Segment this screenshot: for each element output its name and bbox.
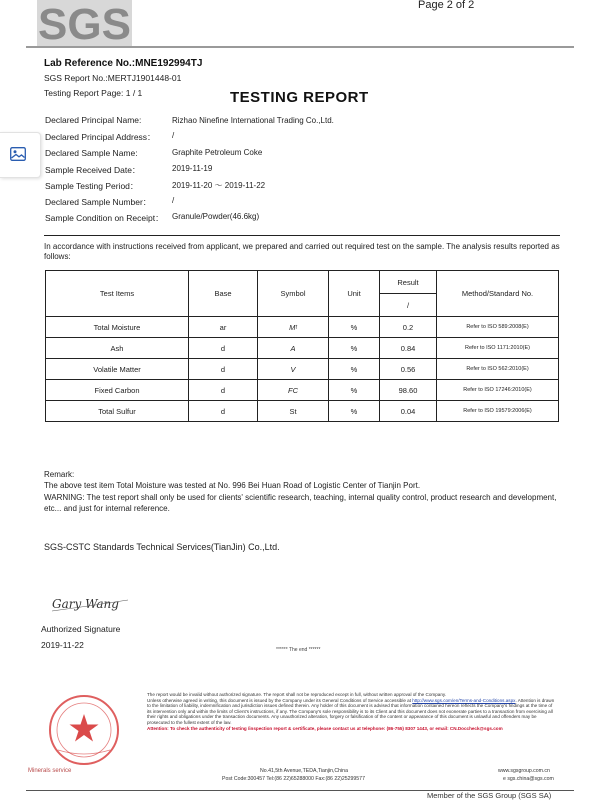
terms-link[interactable]: http://www.sgs.com/en/Terms-and-Conditions.aspx <box>412 697 516 703</box>
sgs-member-note: Member of the SGS Group (SGS SA) <box>427 791 552 800</box>
table-header-row <box>46 271 559 294</box>
cell-base: d <box>189 359 258 380</box>
declared-sample-name-label: Declared Sample Name: <box>45 148 138 158</box>
declared-sample-name-value: Graphite Petroleum Coke <box>172 148 263 157</box>
declared-principal-address-label: Declared Principal Address： <box>45 132 156 142</box>
footer-attention: Attention: To check the authenticity of testing /inspection report & certificate, please contact us at telephone: (86-755) 8307 1443, or email: CN.Doccheck@sgs.com <box>147 725 503 731</box>
testing-report-page: Testing Report Page: 1 / 1 <box>44 88 143 98</box>
declared-principal-address-value: / <box>172 131 175 140</box>
footer-postcode: Post Code:300457 Tel:(86 22)65288000 Fax:(86 22)25299577 <box>222 776 365 782</box>
sgs-report-no: SGS Report No.:MERTJ1901448-01 <box>44 73 182 83</box>
header-test-items: Test Items <box>46 271 189 317</box>
sample-testing-period-value: 2019-11-20 ～ 2019-11-22 <box>172 181 266 190</box>
signature-handwriting: Gary Wang <box>52 597 119 611</box>
sgs-logo-text: SGS <box>38 0 131 46</box>
cell-result: 98.60 <box>380 380 437 401</box>
sample-received-date-label: Sample Received Date： <box>45 165 141 175</box>
lab-reference: Lab Reference No.:MNE192994TJ <box>44 58 203 69</box>
header-divider <box>26 46 574 48</box>
declared-principal-name-label: Declared Principal Name: <box>45 115 142 125</box>
cell-symbol: A <box>258 338 329 359</box>
table-row <box>46 380 559 401</box>
cell-symbol: St <box>258 401 329 422</box>
cell-method: Refer to ISO 19579:2006(E) <box>437 401 559 422</box>
header-base: Base <box>189 271 258 317</box>
table-row <box>46 317 559 338</box>
intro-text: In accordance with instructions received from applicant, we prepared and carried out required test on the sample. The analysis results reported as follows: <box>44 242 560 261</box>
cell-item: Volatile Matter <box>46 359 189 380</box>
cell-base: d <box>189 401 258 422</box>
remark-warning: WARNING: The test report shall only be used for clients' scientific research, teaching, internal quality control, product research and development, etc... and just for internal reference. <box>44 493 557 513</box>
cell-unit: % <box>329 401 380 422</box>
table-row <box>46 401 559 422</box>
handwritten-signature <box>50 592 130 614</box>
cell-symbol: Mᵗ <box>258 317 329 338</box>
section-divider <box>44 235 560 236</box>
authorized-signature-label: Authorized Signature <box>41 624 121 634</box>
header-symbol: Symbol <box>258 271 329 317</box>
company-seal-stamp <box>28 692 140 774</box>
cell-base: d <box>189 380 258 401</box>
image-side-button[interactable] <box>0 132 41 178</box>
sample-condition-label: Sample Condition on Receipt： <box>45 213 164 223</box>
cell-base: d <box>189 338 258 359</box>
header-method: Method/Standard No. <box>437 271 559 317</box>
cell-unit: % <box>329 317 380 338</box>
cell-result: 0.04 <box>380 401 437 422</box>
footer-p2-b: . Attention is drawn to the limitation of liability, indemnification and jurisdiction issues defined therein. Any holder of this document is advised that information contained hereon reflects the Company's findings at the time of its intervention only and within the limits of Client's instructions, if any. The Company's sole responsibility is to its Client and this document does not exonerate parties to a transaction from exercising all their rights and obligations under the transaction documents. Any unauthorized alteration, forgery or falsification of the content or appearance of this document is unlawful and offenders may be prosecuted to the fullest extent of the law. <box>147 697 555 725</box>
cell-item: Ash <box>46 338 189 359</box>
cell-unit: % <box>329 359 380 380</box>
results-table <box>45 270 559 422</box>
cell-method: Refer to ISO 562:2010(E) <box>437 359 559 380</box>
cell-item: Total Moisture <box>46 317 189 338</box>
footer-p1: The report would be invalid without authorized signature. The report shall not be reproduced except in full, without written approval of the Company. <box>147 692 447 697</box>
cell-method: Refer to ISO 589:2008(E) <box>437 317 559 338</box>
footer-website[interactable]: www.sgsgroup.com.cn <box>498 768 550 774</box>
cell-unit: % <box>329 380 380 401</box>
remark-line-1: The above test item Total Moisture was tested at No. 996 Bei Huan Road of Logistic Center of Tianjin Port. <box>44 481 421 490</box>
cell-result: 0.84 <box>380 338 437 359</box>
cell-symbol: FC <box>258 380 329 401</box>
header-unit: Unit <box>329 271 380 317</box>
footer-validity-note <box>147 692 557 731</box>
cell-method: Refer to ISO 17246:2010(E) <box>437 380 559 401</box>
sample-condition-value: Granule/Powder(46.6kg) <box>172 212 260 221</box>
cell-result: 0.56 <box>380 359 437 380</box>
cell-symbol: V <box>258 359 329 380</box>
cell-method: Refer to ISO 1171:2010(E) <box>437 338 559 359</box>
table-row <box>46 338 559 359</box>
cell-base: ar <box>189 317 258 338</box>
header-result: Result <box>380 271 437 294</box>
cell-result: 0.2 <box>380 317 437 338</box>
company-name: SGS-CSTC Standards Technical Services(TianJin) Co.,Ltd. <box>44 542 280 552</box>
table-row <box>46 359 559 380</box>
declared-sample-number-value: / <box>172 196 175 205</box>
footer-address: No.41,5th Avenue,TEDA,Tianjin,China <box>260 768 348 774</box>
sample-testing-period-label: Sample Testing Period： <box>45 181 139 191</box>
page-number: Page 2 of 2 <box>418 0 475 11</box>
cell-item: Fixed Carbon <box>46 380 189 401</box>
the-end-marker: ****** The end ****** <box>276 647 321 653</box>
footer-p2-a: Unless otherwise agreed in writing, this document is issued by the Company under its General Conditions of Service accessible at <box>147 697 413 703</box>
remark-label: Remark: <box>44 470 75 479</box>
footer-email[interactable]: e sgs.china@sgs.com <box>503 776 554 782</box>
header-result-sub: / <box>380 294 437 317</box>
report-title: TESTING REPORT <box>230 89 369 106</box>
sgs-logo <box>37 0 132 46</box>
stamp-caption: Minerals service <box>28 768 72 774</box>
sample-received-date-value: 2019-11-19 <box>172 164 213 173</box>
cell-unit: % <box>329 338 380 359</box>
signature-date: 2019-11-22 <box>41 640 84 650</box>
declared-sample-number-label: Declared Sample Number： <box>45 197 152 207</box>
image-icon <box>10 147 26 161</box>
declared-principal-name-value: Rizhao Ninefine International Trading Co.,Ltd. <box>172 116 334 125</box>
cell-item: Total Sulfur <box>46 401 189 422</box>
